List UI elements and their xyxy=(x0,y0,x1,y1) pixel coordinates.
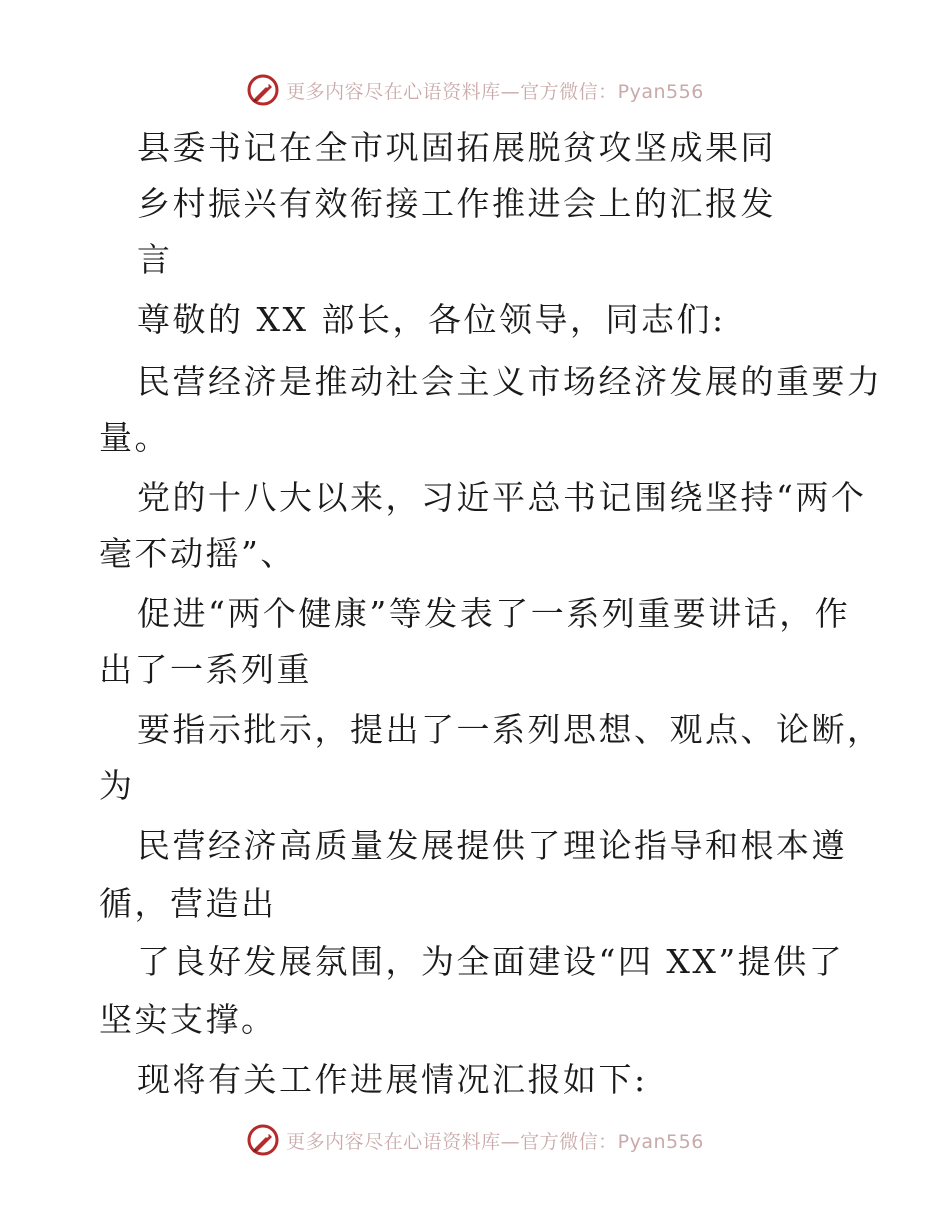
body-line: 为 xyxy=(99,766,135,805)
body-line: 循，营造出 xyxy=(99,884,277,923)
footer-banner-inner xyxy=(246,1123,704,1157)
footer-banner xyxy=(0,1120,950,1160)
body-line: 毫不动摇”、 xyxy=(99,534,296,573)
footer-banner-text: 更多内容尽在心语资料库—官方微信：Pyan556 xyxy=(286,1130,704,1153)
body-line: 坚实支撑。 xyxy=(99,1000,277,1039)
body-line: 了良好发展氛围，为全面建设“四 XX”提供了 xyxy=(137,942,845,981)
title-line-2: 乡村振兴有效衔接工作推进会上的汇报发 xyxy=(137,184,776,223)
header-banner-text: 更多内容尽在心语资料库—官方微信：Pyan556 xyxy=(286,80,704,103)
title-line-1: 县委书记在全市巩固拓展脱贫攻坚成果同 xyxy=(137,128,776,167)
body-line: 党的十八大以来，习近平总书记围绕坚持“两个 xyxy=(137,478,867,517)
body-line: 量。 xyxy=(99,418,170,457)
salutation: 尊敬的 XX 部长，各位领导，同志们: xyxy=(137,300,726,339)
body-line: 民营经济是推动社会主义市场经济发展的重要力 xyxy=(137,362,883,401)
pen-logo-icon xyxy=(246,1123,280,1157)
header-banner xyxy=(0,70,950,110)
body-line: 促进“两个健康”等发表了一系列重要讲话，作 xyxy=(137,594,851,633)
body-line: 出了一系列重 xyxy=(99,650,312,689)
body-line: 现将有关工作进展情况汇报如下: xyxy=(137,1060,648,1099)
pen-logo-icon xyxy=(246,73,280,107)
title-line-3: 言 xyxy=(137,240,173,279)
header-banner-inner xyxy=(246,73,704,107)
body-line: 要指示批示，提出了一系列思想、观点、论断， xyxy=(137,710,883,749)
body-line: 民营经济高质量发展提供了理论指导和根本遵 xyxy=(137,826,847,865)
